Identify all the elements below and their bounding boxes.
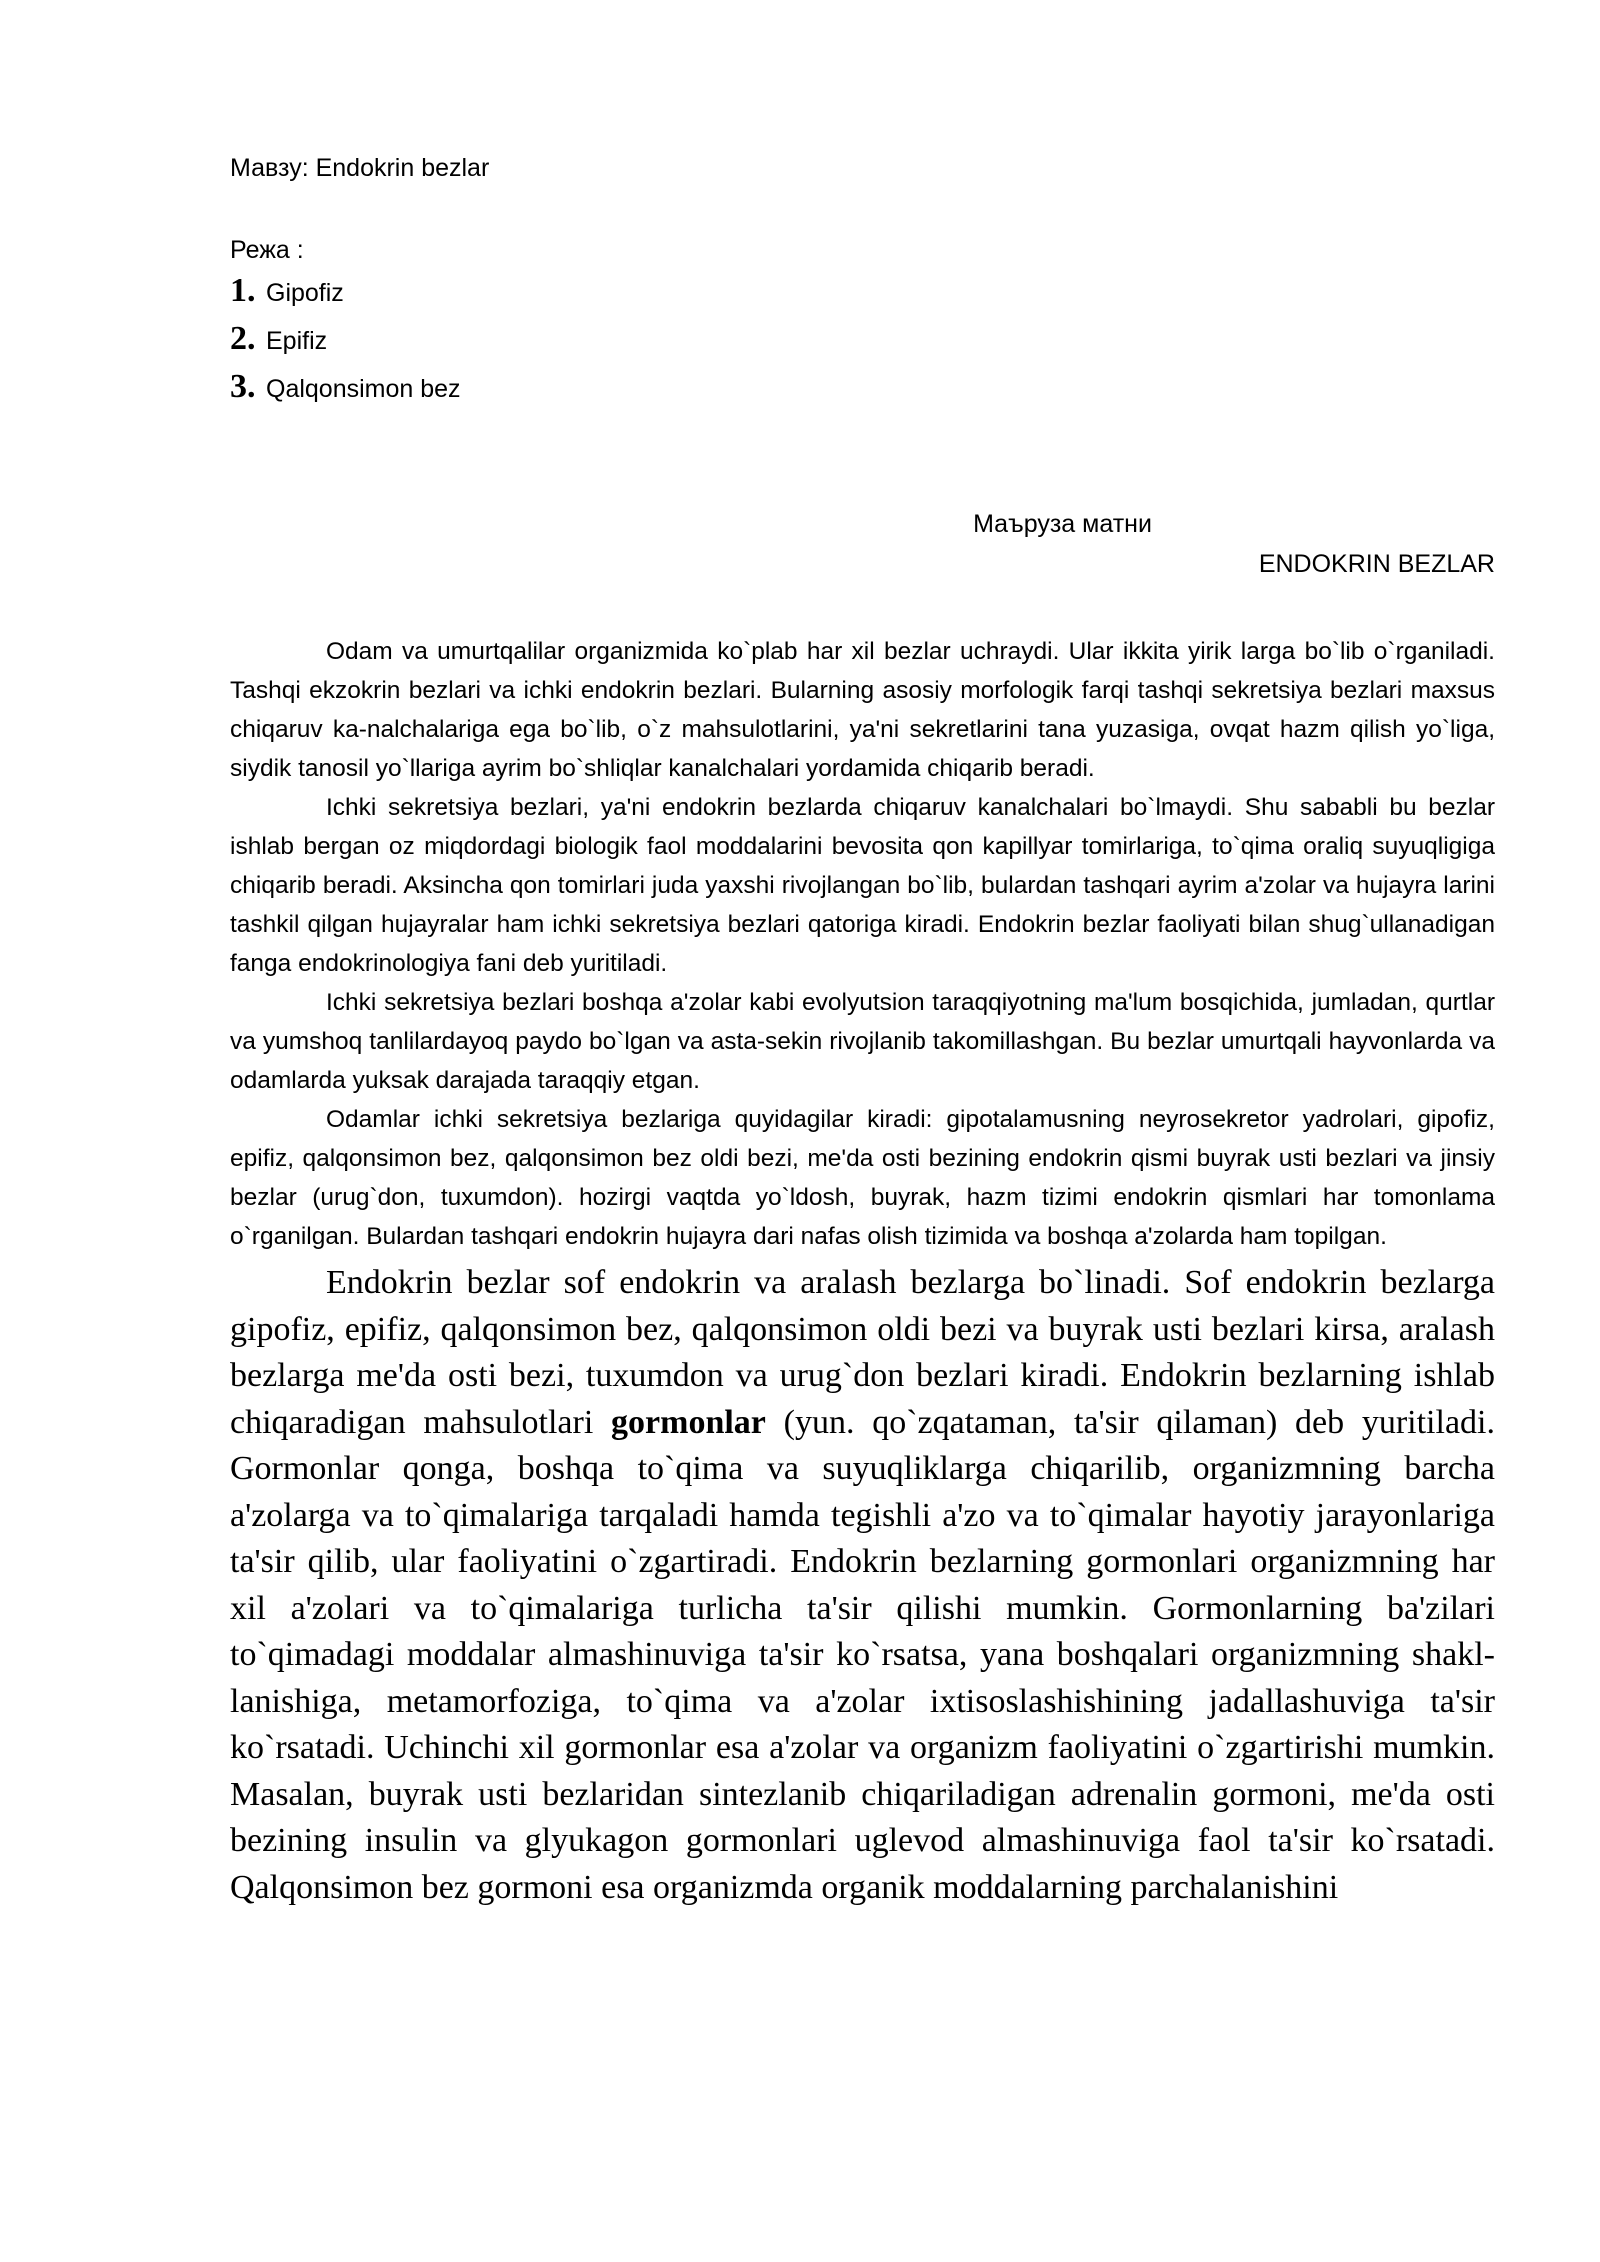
plan-item bbox=[230, 368, 1495, 416]
plan-item-text: Qalqonsimon bez bbox=[266, 375, 461, 403]
plan-item-number: 3. bbox=[230, 368, 256, 405]
body-paragraph: Odam va umurtqalilar organizmida ko`plab har xil bezlar uchraydi. Ular ikkita yirik larga bo`lib o`rganiladi. Tashqi ekzokrin bezlari va ichki endokrin bezlari. Bularning asosiy morfologik farqi tashqi sekretsiya bezlari maxsus chiqaruv ka-nalchalariga ega bo`lib, o`z mahsulotlarini, ya'ni sekretlarini tana yuzasiga, ovqat hazm qilish yo`liga, siydik tanosil yo`llariga ayrim bo`shliqlar kanalchalari yordamida chiqarib beradi. bbox=[230, 638, 1495, 782]
plan-label: Режа : bbox=[230, 236, 304, 264]
topic-line: Мавзу: Endokrin bezlar bbox=[230, 154, 490, 182]
plan-item-number: 2. bbox=[230, 320, 256, 357]
document-heading: ENDOKRIN BEZLAR bbox=[1258, 550, 1495, 578]
plan-item-text: Gipofiz bbox=[266, 279, 344, 307]
body-paragraph: Odamlar ichki sekretsiya bezlariga quyidagilar kiradi: gipotalamusning neyrosekretor yadrolari, gipofiz, epifiz, qalqonsimon bez, qalqonsimon bez oldi bezi, me'da osti bezining endokrin qismi buyrak usti bezlari va jinsiy bezlar (urug`don, tuxumdon). hozirgi vaqtda yo`ldosh, buyrak, hazm tizimi endokrin qismlari har tomonlama o`rganilgan. Bulardan tashqari endokrin hujayra dari nafas olish tizimida va boshqa a'zolarda ham topilgan. bbox=[230, 1106, 1495, 1250]
plan-list bbox=[230, 272, 1495, 416]
paragraph-text: Endokrin bezlar sof endokrin va aralash bezlarga bo`linadi. Sof endokrin bezlarga gipofiz, epifiz, qalqonsimon bez, qalqonsimon oldi bezi va buyrak usti bezlari kirsa, aralash bezlarga me'da osti bezi, tuxumdon va urug`don bezlari kiradi. Endokrin bezlarning ishlab chiqaradigan mahsulotlari bbox=[230, 1264, 1495, 1441]
plan-item bbox=[230, 320, 1495, 368]
document-page bbox=[230, 150, 1495, 1911]
plan-item-number: 1. bbox=[230, 272, 256, 309]
body-paragraph-large bbox=[230, 1260, 1495, 1911]
body-paragraph: Ichki sekretsiya bezlari, ya'ni endokrin bezlarda chiqaruv kanalchalari bo`lmaydi. Shu sababli bu bezlar ishlab bergan oz miqdordagi biologik faol moddalarini bevosita qon kapillyar tomirlariga, to`qima oraliq suyuqligiga chiqarib beradi. Aksincha qon tomirlari juda yaxshi rivojlangan bo`lib, bulardan tashqari ayrim a'zolar va hujayra larini tashkil qilgan hujayralar ham ichki sekretsiya bezlari qatoriga kiradi. Endokrin bezlar faoliyati bilan shug`ullanadigan fanga endokrinologiya fani deb yuritiladi. bbox=[230, 794, 1495, 977]
plan-item bbox=[230, 272, 1495, 320]
body-paragraph: Ichki sekretsiya bezlari boshqa a'zolar kabi evolyutsion taraqqiyotning ma'lum bosqichida, jumladan, qurtlar va yumshoq tanlilardayoq paydo bo`lgan va asta-sekin rivojlanib takomillashgan. Bu bezlar umurtqali hayvonlarda va odamlarda yuksak darajada taraqqiy etgan. bbox=[230, 989, 1495, 1094]
bold-term: gormonlar bbox=[611, 1403, 766, 1441]
lecture-title: Маъруза матни bbox=[973, 510, 1152, 538]
paragraph-text: (yun. qo`zqataman, ta'sir qilaman) deb yuritiladi. Gormonlar qonga, boshqa to`qima va suyuqliklarga chiqarilib, organizmning barcha a'zolarga va to`qimalariga tarqaladi hamda tegishli a'zo va to`qimalar hayotiy jarayonlariga ta'sir qilib, ular faoliyatini o`zgartiradi. Endokrin bezlarning gormonlari organizmning har xil a'zolari va to`qimalariga turlicha ta'sir qilishi mumkin. Gormonlarning ba'zilari to`qimadagi moddalar almashinuviga ta'sir ko`rsatsa, yana boshqalari organizmning shakl-lanishiga, metamorfoziga, to`qima va a'zolar ixtisoslashishining jadallashuviga ta'sir ko`rsatadi. Uchinchi xil gormonlar esa a'zolar va organizm faoliyatini o`zgartirishi mumkin. Masalan, buyrak usti bezlaridan sintezlanib chiqariladigan adrenalin gormoni, me'da osti bezining insulin va glyukagon gormonlari uglevod almashinuviga faol ta'sir ko`rsatadi. Qalqonsimon bez gormoni esa organizmda organik moddalarning parchalanishini bbox=[230, 1403, 1495, 1906]
plan-item-text: Epifiz bbox=[266, 327, 328, 355]
